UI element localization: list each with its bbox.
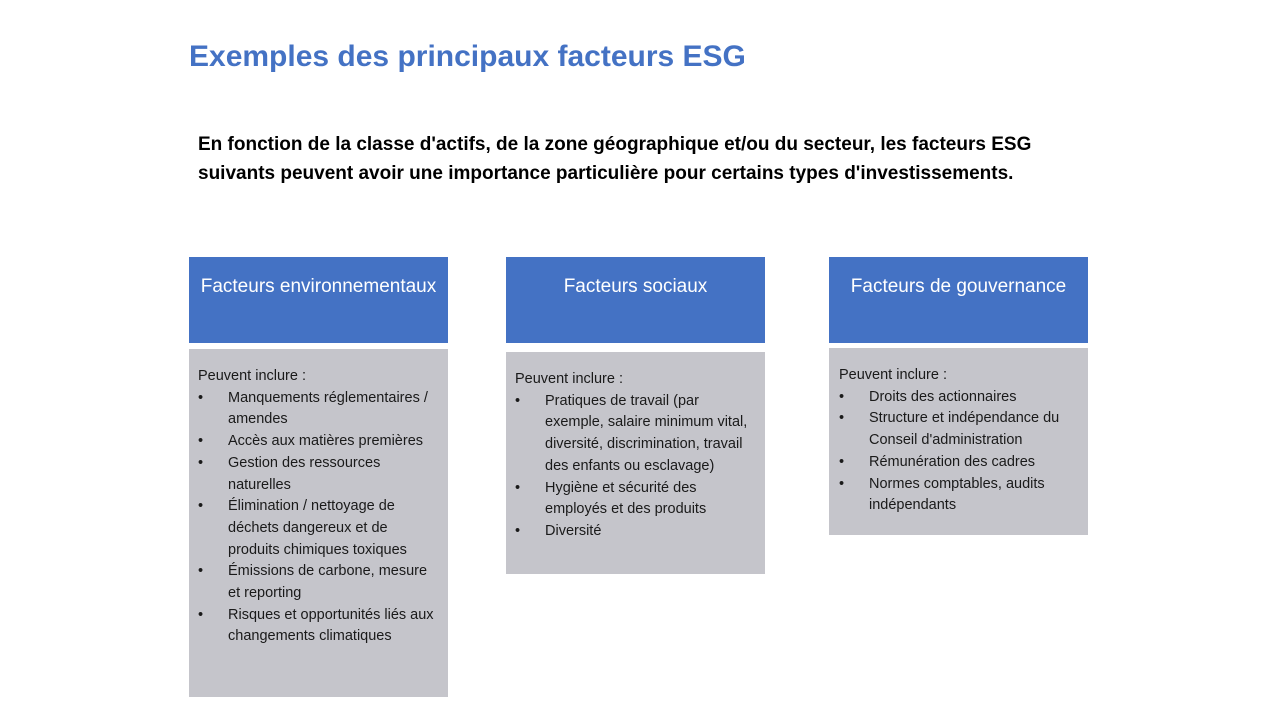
- bullet-icon: •: [839, 453, 845, 470]
- list-item-text: Manquements réglementaires / amendes: [228, 389, 428, 428]
- bullet-icon: •: [198, 606, 204, 623]
- environmental-factors-list: [198, 388, 440, 648]
- bullet-icon: •: [515, 479, 521, 496]
- social-factors-column: [506, 257, 765, 574]
- bullet-icon: •: [198, 454, 204, 471]
- bullet-icon: •: [839, 475, 845, 492]
- list-item: [515, 478, 757, 521]
- list-item-text: Droits des actionnaires: [869, 388, 1017, 405]
- list-item-text: Rémunération des cadres: [869, 453, 1036, 470]
- list-item-text: Structure et indépendance du Conseil d'administration: [869, 410, 1060, 449]
- list-item: [198, 388, 440, 431]
- bullet-icon: •: [515, 522, 521, 539]
- list-item: [198, 605, 440, 648]
- list-item-text: Normes comptables, audits indépendants: [869, 475, 1045, 514]
- list-item: [198, 453, 440, 496]
- list-item: [198, 561, 440, 604]
- governance-factors-body: [829, 348, 1088, 535]
- social-factors-list: [515, 391, 757, 543]
- list-item-text: Risques et opportunités liés aux changements climatiques: [228, 606, 434, 645]
- bullet-icon: •: [198, 563, 204, 580]
- list-item-text: Élimination / nettoyage de déchets dangereux et de produits chimiques toxiques: [228, 498, 407, 558]
- bullet-icon: •: [198, 433, 204, 450]
- list-item: [839, 474, 1080, 517]
- list-item-text: Hygiène et sécurité des employés et des produits: [545, 479, 707, 518]
- bullet-icon: •: [515, 392, 521, 409]
- list-item-text: Pratiques de travail (par exemple, salaire minimum vital, diversité, discrimination, travail des enfants ou esclavage): [545, 392, 748, 474]
- environmental-factors-body: [189, 349, 448, 697]
- environmental-factors-intro: Peuvent inclure :: [198, 368, 307, 384]
- bullet-icon: •: [198, 389, 204, 406]
- bullet-icon: •: [839, 410, 845, 427]
- social-factors-body: [506, 352, 765, 574]
- list-item: [839, 452, 1080, 474]
- list-item: [198, 431, 440, 453]
- environmental-factors-header: Facteurs environnementaux: [189, 257, 448, 343]
- list-item-text: Diversité: [545, 522, 602, 539]
- governance-factors-list: [839, 387, 1080, 517]
- list-item: [515, 391, 757, 478]
- list-item-text: Accès aux matières premières: [228, 433, 424, 450]
- slide-title: Exemples des principaux facteurs ESG: [189, 40, 746, 73]
- list-item-text: Gestion des ressources naturelles: [228, 454, 381, 493]
- governance-factors-header: Facteurs de gouvernance: [829, 257, 1088, 343]
- list-item: [839, 387, 1080, 409]
- governance-factors-intro: Peuvent inclure :: [839, 367, 948, 383]
- bullet-icon: •: [198, 498, 204, 515]
- social-factors-header: Facteurs sociaux: [506, 257, 765, 343]
- list-item: [839, 408, 1080, 451]
- list-item: [515, 521, 757, 543]
- governance-factors-column: [829, 257, 1088, 535]
- bullet-icon: •: [839, 388, 845, 405]
- list-item-text: Émissions de carbone, mesure et reporting: [228, 563, 428, 602]
- social-factors-intro: Peuvent inclure :: [515, 371, 624, 387]
- environmental-factors-column: [189, 257, 448, 697]
- intro-text: En fonction de la classe d'actifs, de la zone géographique et/ou du secteur, les facteurs ESG suivants peuvent avoir une importance particulière pour certains types d'investissements.: [198, 134, 1032, 184]
- list-item: [198, 496, 440, 561]
